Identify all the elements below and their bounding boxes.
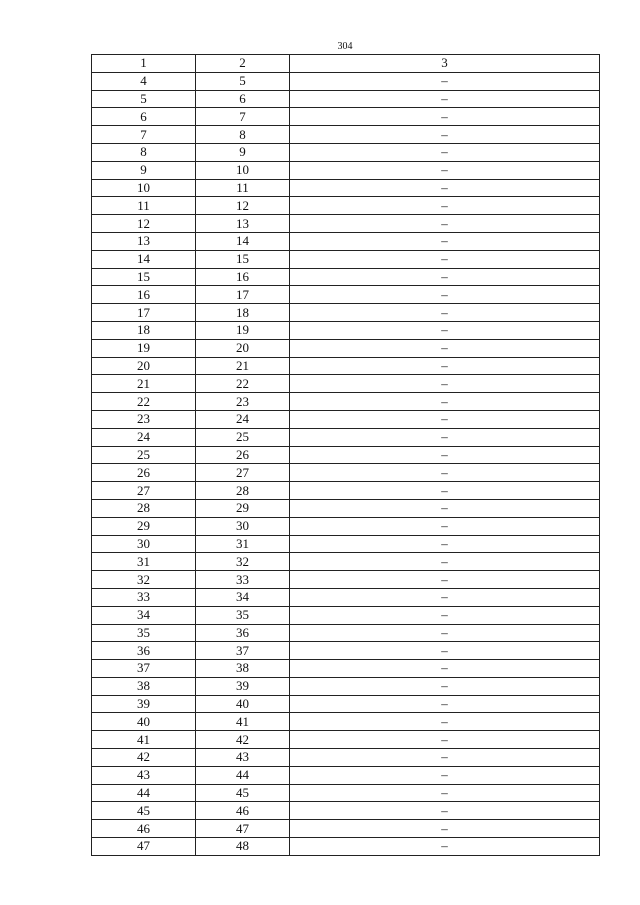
table-cell-col-3: – [290, 446, 600, 464]
table-cell-col-1: 19 [92, 339, 196, 357]
table-row [92, 393, 600, 411]
table-cell-col-1: 38 [92, 677, 196, 695]
table-cell-col-3: – [290, 499, 600, 517]
table-cell-col-1: 29 [92, 517, 196, 535]
table-cell-col-1: 22 [92, 393, 196, 411]
table-cell-col-2: 7 [196, 108, 290, 126]
table-cell-col-1: 35 [92, 624, 196, 642]
table-cell-col-1: 20 [92, 357, 196, 375]
table-cell-col-3: – [290, 410, 600, 428]
table-cell-col-2: 38 [196, 660, 290, 678]
table-cell-col-2: 5 [196, 72, 290, 90]
table-cell-col-1: 27 [92, 482, 196, 500]
table-row [92, 428, 600, 446]
table-cell-col-2: 40 [196, 695, 290, 713]
table-cell-col-1: 41 [92, 731, 196, 749]
table-cell-col-1: 44 [92, 784, 196, 802]
table-row [92, 553, 600, 571]
table-cell-col-2: 9 [196, 143, 290, 161]
table-cell-col-2: 39 [196, 677, 290, 695]
table-cell-col-2: 42 [196, 731, 290, 749]
table-row [92, 126, 600, 144]
table-cell-col-2: 35 [196, 606, 290, 624]
table-row [92, 784, 600, 802]
table-row [92, 215, 600, 233]
table-row [92, 535, 600, 553]
table-cell-col-1: 4 [92, 72, 196, 90]
table-body [92, 55, 600, 856]
table-cell-col-1: 36 [92, 642, 196, 660]
table-cell-col-3: – [290, 304, 600, 322]
table-cell-col-1: 11 [92, 197, 196, 215]
table-cell-col-3: – [290, 161, 600, 179]
table-cell-col-3: – [290, 802, 600, 820]
table-cell-col-2: 44 [196, 766, 290, 784]
table-row [92, 161, 600, 179]
table-cell-col-2: 25 [196, 428, 290, 446]
table-cell-col-2: 17 [196, 286, 290, 304]
table-cell-col-1: 15 [92, 268, 196, 286]
table-row [92, 660, 600, 678]
table-cell-col-1: 18 [92, 321, 196, 339]
table-cell-col-3: – [290, 820, 600, 838]
table-cell-col-3: – [290, 677, 600, 695]
table-cell-col-3: – [290, 232, 600, 250]
table-row [92, 766, 600, 784]
table-row [92, 624, 600, 642]
table-cell-col-3: – [290, 731, 600, 749]
table-cell-col-3: – [290, 606, 600, 624]
table-row [92, 143, 600, 161]
table-cell-col-2: 15 [196, 250, 290, 268]
table-cell-col-3: – [290, 339, 600, 357]
column-header-3: 3 [290, 55, 600, 73]
table-cell-col-3: – [290, 482, 600, 500]
table-cell-col-2: 31 [196, 535, 290, 553]
table-cell-col-2: 47 [196, 820, 290, 838]
table-cell-col-3: – [290, 357, 600, 375]
table-cell-col-1: 16 [92, 286, 196, 304]
column-header-2: 2 [196, 55, 290, 73]
table-cell-col-3: – [290, 784, 600, 802]
table-cell-col-3: – [290, 108, 600, 126]
table-cell-col-2: 28 [196, 482, 290, 500]
table-cell-col-2: 36 [196, 624, 290, 642]
table-cell-col-3: – [290, 197, 600, 215]
table-header-row [92, 55, 600, 73]
table-row [92, 90, 600, 108]
table-row [92, 375, 600, 393]
table-row [92, 179, 600, 197]
table-cell-col-1: 24 [92, 428, 196, 446]
table-row [92, 838, 600, 856]
table-row [92, 232, 600, 250]
table-cell-col-1: 31 [92, 553, 196, 571]
table-row [92, 802, 600, 820]
table-cell-col-1: 6 [92, 108, 196, 126]
table-cell-col-1: 9 [92, 161, 196, 179]
table-cell-col-1: 28 [92, 499, 196, 517]
table-cell-col-1: 47 [92, 838, 196, 856]
table-cell-col-1: 21 [92, 375, 196, 393]
table-cell-col-2: 12 [196, 197, 290, 215]
data-table-container [91, 54, 599, 856]
table-row [92, 108, 600, 126]
table-cell-col-3: – [290, 749, 600, 767]
table-row [92, 446, 600, 464]
data-table [91, 54, 600, 856]
table-cell-col-3: – [290, 571, 600, 589]
table-cell-col-3: – [290, 660, 600, 678]
table-cell-col-1: 5 [92, 90, 196, 108]
table-row [92, 197, 600, 215]
table-row [92, 731, 600, 749]
table-cell-col-2: 29 [196, 499, 290, 517]
table-cell-col-1: 8 [92, 143, 196, 161]
table-cell-col-2: 11 [196, 179, 290, 197]
table-cell-col-2: 27 [196, 464, 290, 482]
table-cell-col-2: 24 [196, 410, 290, 428]
table-cell-col-2: 21 [196, 357, 290, 375]
table-cell-col-2: 23 [196, 393, 290, 411]
table-cell-col-3: – [290, 72, 600, 90]
table-cell-col-3: – [290, 624, 600, 642]
table-cell-col-3: – [290, 553, 600, 571]
table-row [92, 642, 600, 660]
table-row [92, 72, 600, 90]
table-cell-col-3: – [290, 126, 600, 144]
table-cell-col-3: – [290, 766, 600, 784]
table-row [92, 339, 600, 357]
table-cell-col-2: 34 [196, 588, 290, 606]
table-cell-col-2: 22 [196, 375, 290, 393]
table-row [92, 499, 600, 517]
table-cell-col-3: – [290, 90, 600, 108]
table-cell-col-1: 23 [92, 410, 196, 428]
table-cell-col-1: 10 [92, 179, 196, 197]
table-row [92, 517, 600, 535]
table-cell-col-2: 13 [196, 215, 290, 233]
table-cell-col-2: 26 [196, 446, 290, 464]
table-cell-col-1: 32 [92, 571, 196, 589]
column-header-1: 1 [92, 55, 196, 73]
table-cell-col-1: 33 [92, 588, 196, 606]
table-row [92, 695, 600, 713]
table-cell-col-1: 46 [92, 820, 196, 838]
table-cell-col-1: 43 [92, 766, 196, 784]
table-cell-col-3: – [290, 286, 600, 304]
table-cell-col-3: – [290, 393, 600, 411]
table-cell-col-2: 33 [196, 571, 290, 589]
table-cell-col-3: – [290, 321, 600, 339]
table-row [92, 321, 600, 339]
table-cell-col-2: 16 [196, 268, 290, 286]
table-cell-col-3: – [290, 713, 600, 731]
table-cell-col-1: 14 [92, 250, 196, 268]
table-cell-col-3: – [290, 588, 600, 606]
table-cell-col-1: 7 [92, 126, 196, 144]
table-cell-col-2: 48 [196, 838, 290, 856]
table-cell-col-1: 42 [92, 749, 196, 767]
table-row [92, 410, 600, 428]
table-cell-col-3: – [290, 215, 600, 233]
table-cell-col-3: – [290, 179, 600, 197]
table-row [92, 304, 600, 322]
table-cell-col-2: 30 [196, 517, 290, 535]
table-cell-col-1: 45 [92, 802, 196, 820]
table-cell-col-1: 34 [92, 606, 196, 624]
table-row [92, 713, 600, 731]
table-row [92, 286, 600, 304]
table-cell-col-2: 6 [196, 90, 290, 108]
table-row [92, 250, 600, 268]
table-cell-col-3: – [290, 517, 600, 535]
table-cell-col-1: 39 [92, 695, 196, 713]
table-cell-col-3: – [290, 428, 600, 446]
table-cell-col-1: 13 [92, 232, 196, 250]
table-cell-col-2: 41 [196, 713, 290, 731]
table-cell-col-3: – [290, 695, 600, 713]
table-cell-col-2: 32 [196, 553, 290, 571]
table-row [92, 588, 600, 606]
table-cell-col-3: – [290, 250, 600, 268]
table-row [92, 606, 600, 624]
table-cell-col-2: 46 [196, 802, 290, 820]
table-row [92, 571, 600, 589]
table-cell-col-2: 43 [196, 749, 290, 767]
table-cell-col-3: – [290, 535, 600, 553]
table-cell-col-2: 19 [196, 321, 290, 339]
table-cell-col-2: 14 [196, 232, 290, 250]
table-cell-col-1: 25 [92, 446, 196, 464]
page-number: 304 [337, 41, 353, 52]
table-cell-col-2: 45 [196, 784, 290, 802]
table-row [92, 268, 600, 286]
table-row [92, 677, 600, 695]
table-row [92, 749, 600, 767]
table-cell-col-2: 8 [196, 126, 290, 144]
table-cell-col-3: – [290, 838, 600, 856]
table-cell-col-2: 20 [196, 339, 290, 357]
table-row [92, 464, 600, 482]
table-row [92, 357, 600, 375]
table-cell-col-1: 12 [92, 215, 196, 233]
table-cell-col-2: 10 [196, 161, 290, 179]
table-cell-col-1: 40 [92, 713, 196, 731]
table-cell-col-3: – [290, 375, 600, 393]
table-cell-col-1: 17 [92, 304, 196, 322]
table-cell-col-1: 26 [92, 464, 196, 482]
table-cell-col-2: 18 [196, 304, 290, 322]
table-cell-col-2: 37 [196, 642, 290, 660]
table-cell-col-3: – [290, 143, 600, 161]
table-row [92, 820, 600, 838]
table-cell-col-3: – [290, 268, 600, 286]
table-cell-col-3: – [290, 642, 600, 660]
table-cell-col-3: – [290, 464, 600, 482]
table-row [92, 482, 600, 500]
table-cell-col-1: 30 [92, 535, 196, 553]
table-cell-col-1: 37 [92, 660, 196, 678]
